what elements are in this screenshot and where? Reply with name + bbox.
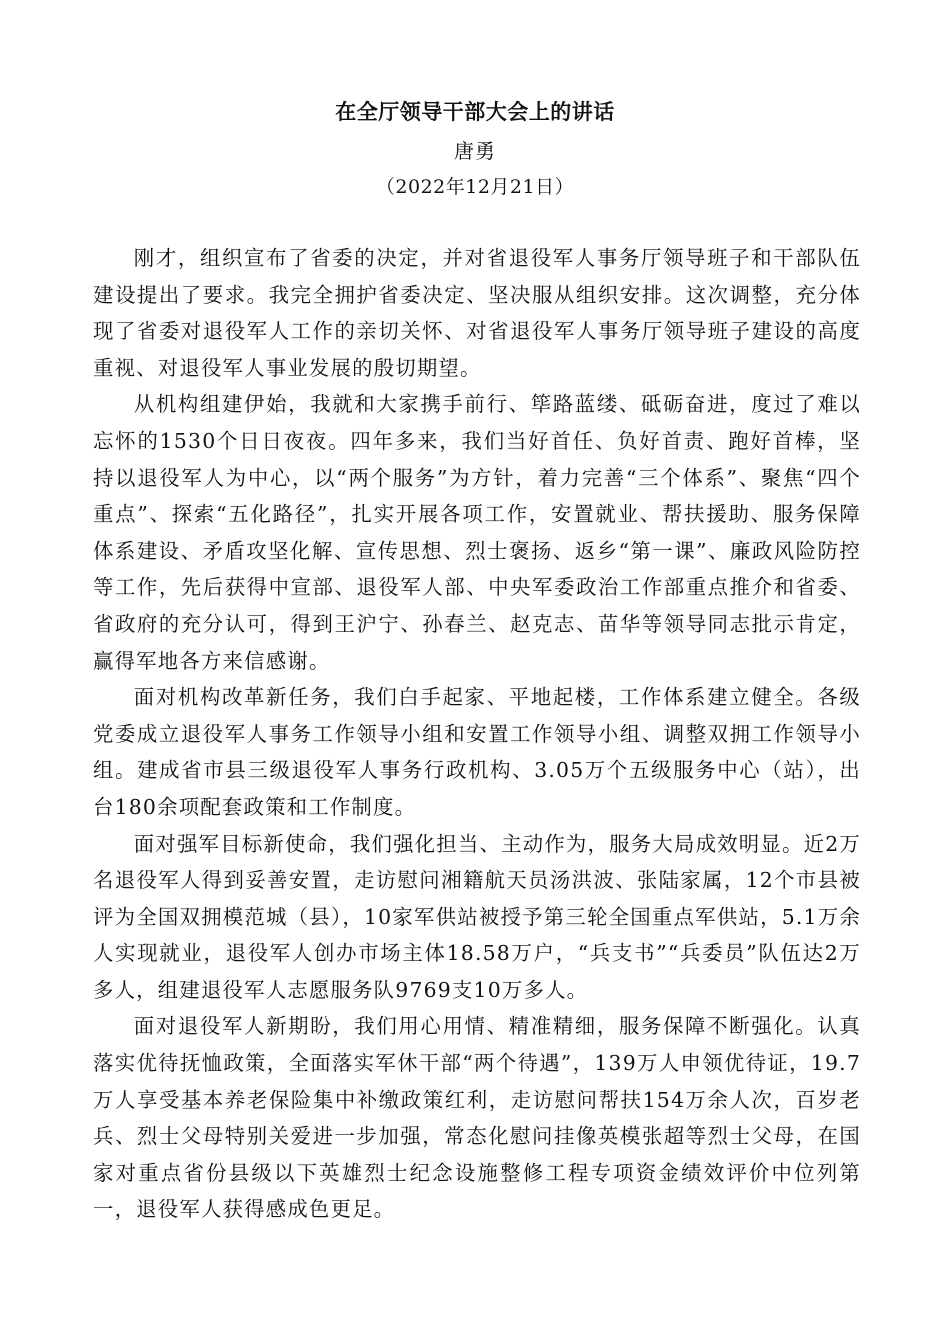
document-body: [93, 240, 861, 1228]
document-date: （2022年12月21日）: [375, 176, 575, 198]
paragraph: 刚才，组织宣布了省委的决定，并对省退役军人事务厅领导班子和干部队伍建设提出了要求。我完全拥护省委决定、坚决服从组织安排。这次调整，充分体现了省委对退役军人工作的亲切关怀、对省退役军人事务厅领导班子建设的高度重视、对退役军人事业发展的殷切期望。: [93, 246, 861, 380]
document-author: 唐勇: [454, 139, 496, 163]
paragraph: 面对机构改革新任务，我们白手起家、平地起楼，工作体系建立健全。各级党委成立退役军人事务工作领导小组和安置工作领导小组、调整双拥工作领导小组。建成省市县三级退役军人事务行政机构、3.05万个五级服务中心（站），出台180余项配套政策和工作制度。: [93, 685, 861, 819]
paragraph: 面对退役军人新期盼，我们用心用情、精准精细，服务保障不断强化。认真落实优待抚恤政策，全面落实军休干部“两个待遇”，139万人申领优待证，19.7万人享受基本养老保险集中补缴政策红利，走访慰问帮扶154万余人次，百岁老兵、烈士父母特别关爱进一步加强，常态化慰问挂像英模张超等烈士父母，在国家对重点省份县级以下英雄烈士纪念设施整修工程专项资金绩效评价中位列第一，退役军人获得感成色更足。: [93, 1014, 861, 1222]
paragraph: 面对强军目标新使命，我们强化担当、主动作为，服务大局成效明显。近2万名退役军人得到妥善安置，走访慰问湘籍航天员汤洪波、张陆家属，12个市县被评为全国双拥模范城（县），10家军供站被授予第三轮全国重点军供站，5.1万余人实现就业，退役军人创办市场主体18.58万户，“兵支书”“兵委员”队伍达2万多人，组建退役军人志愿服务队9769支10万多人。: [93, 831, 861, 1002]
paragraph: 从机构组建伊始，我就和大家携手前行、筚路蓝缕、砥砺奋进，度过了难以忘怀的1530个日日夜夜。四年多来，我们当好首任、负好首责、跑好首棒，坚持以退役军人为中心，以“两个服务”为方针，着力完善“三个体系”、聚焦“四个重点”、探索“五化路径”，扎实开展各项工作，安置就业、帮扶援助、服务保障体系建设、矛盾攻坚化解、宣传思想、烈士褒扬、返乡“第一课”、廉政风险防控等工作，先后获得中宣部、退役军人部、中央军委政治工作部重点推介和省委、省政府的充分认可，得到王沪宁、孙春兰、赵克志、苗华等领导同志批示肯定，赢得军地各方来信感谢。: [93, 392, 861, 673]
document-title: 在全厅领导干部大会上的讲话: [335, 99, 615, 124]
